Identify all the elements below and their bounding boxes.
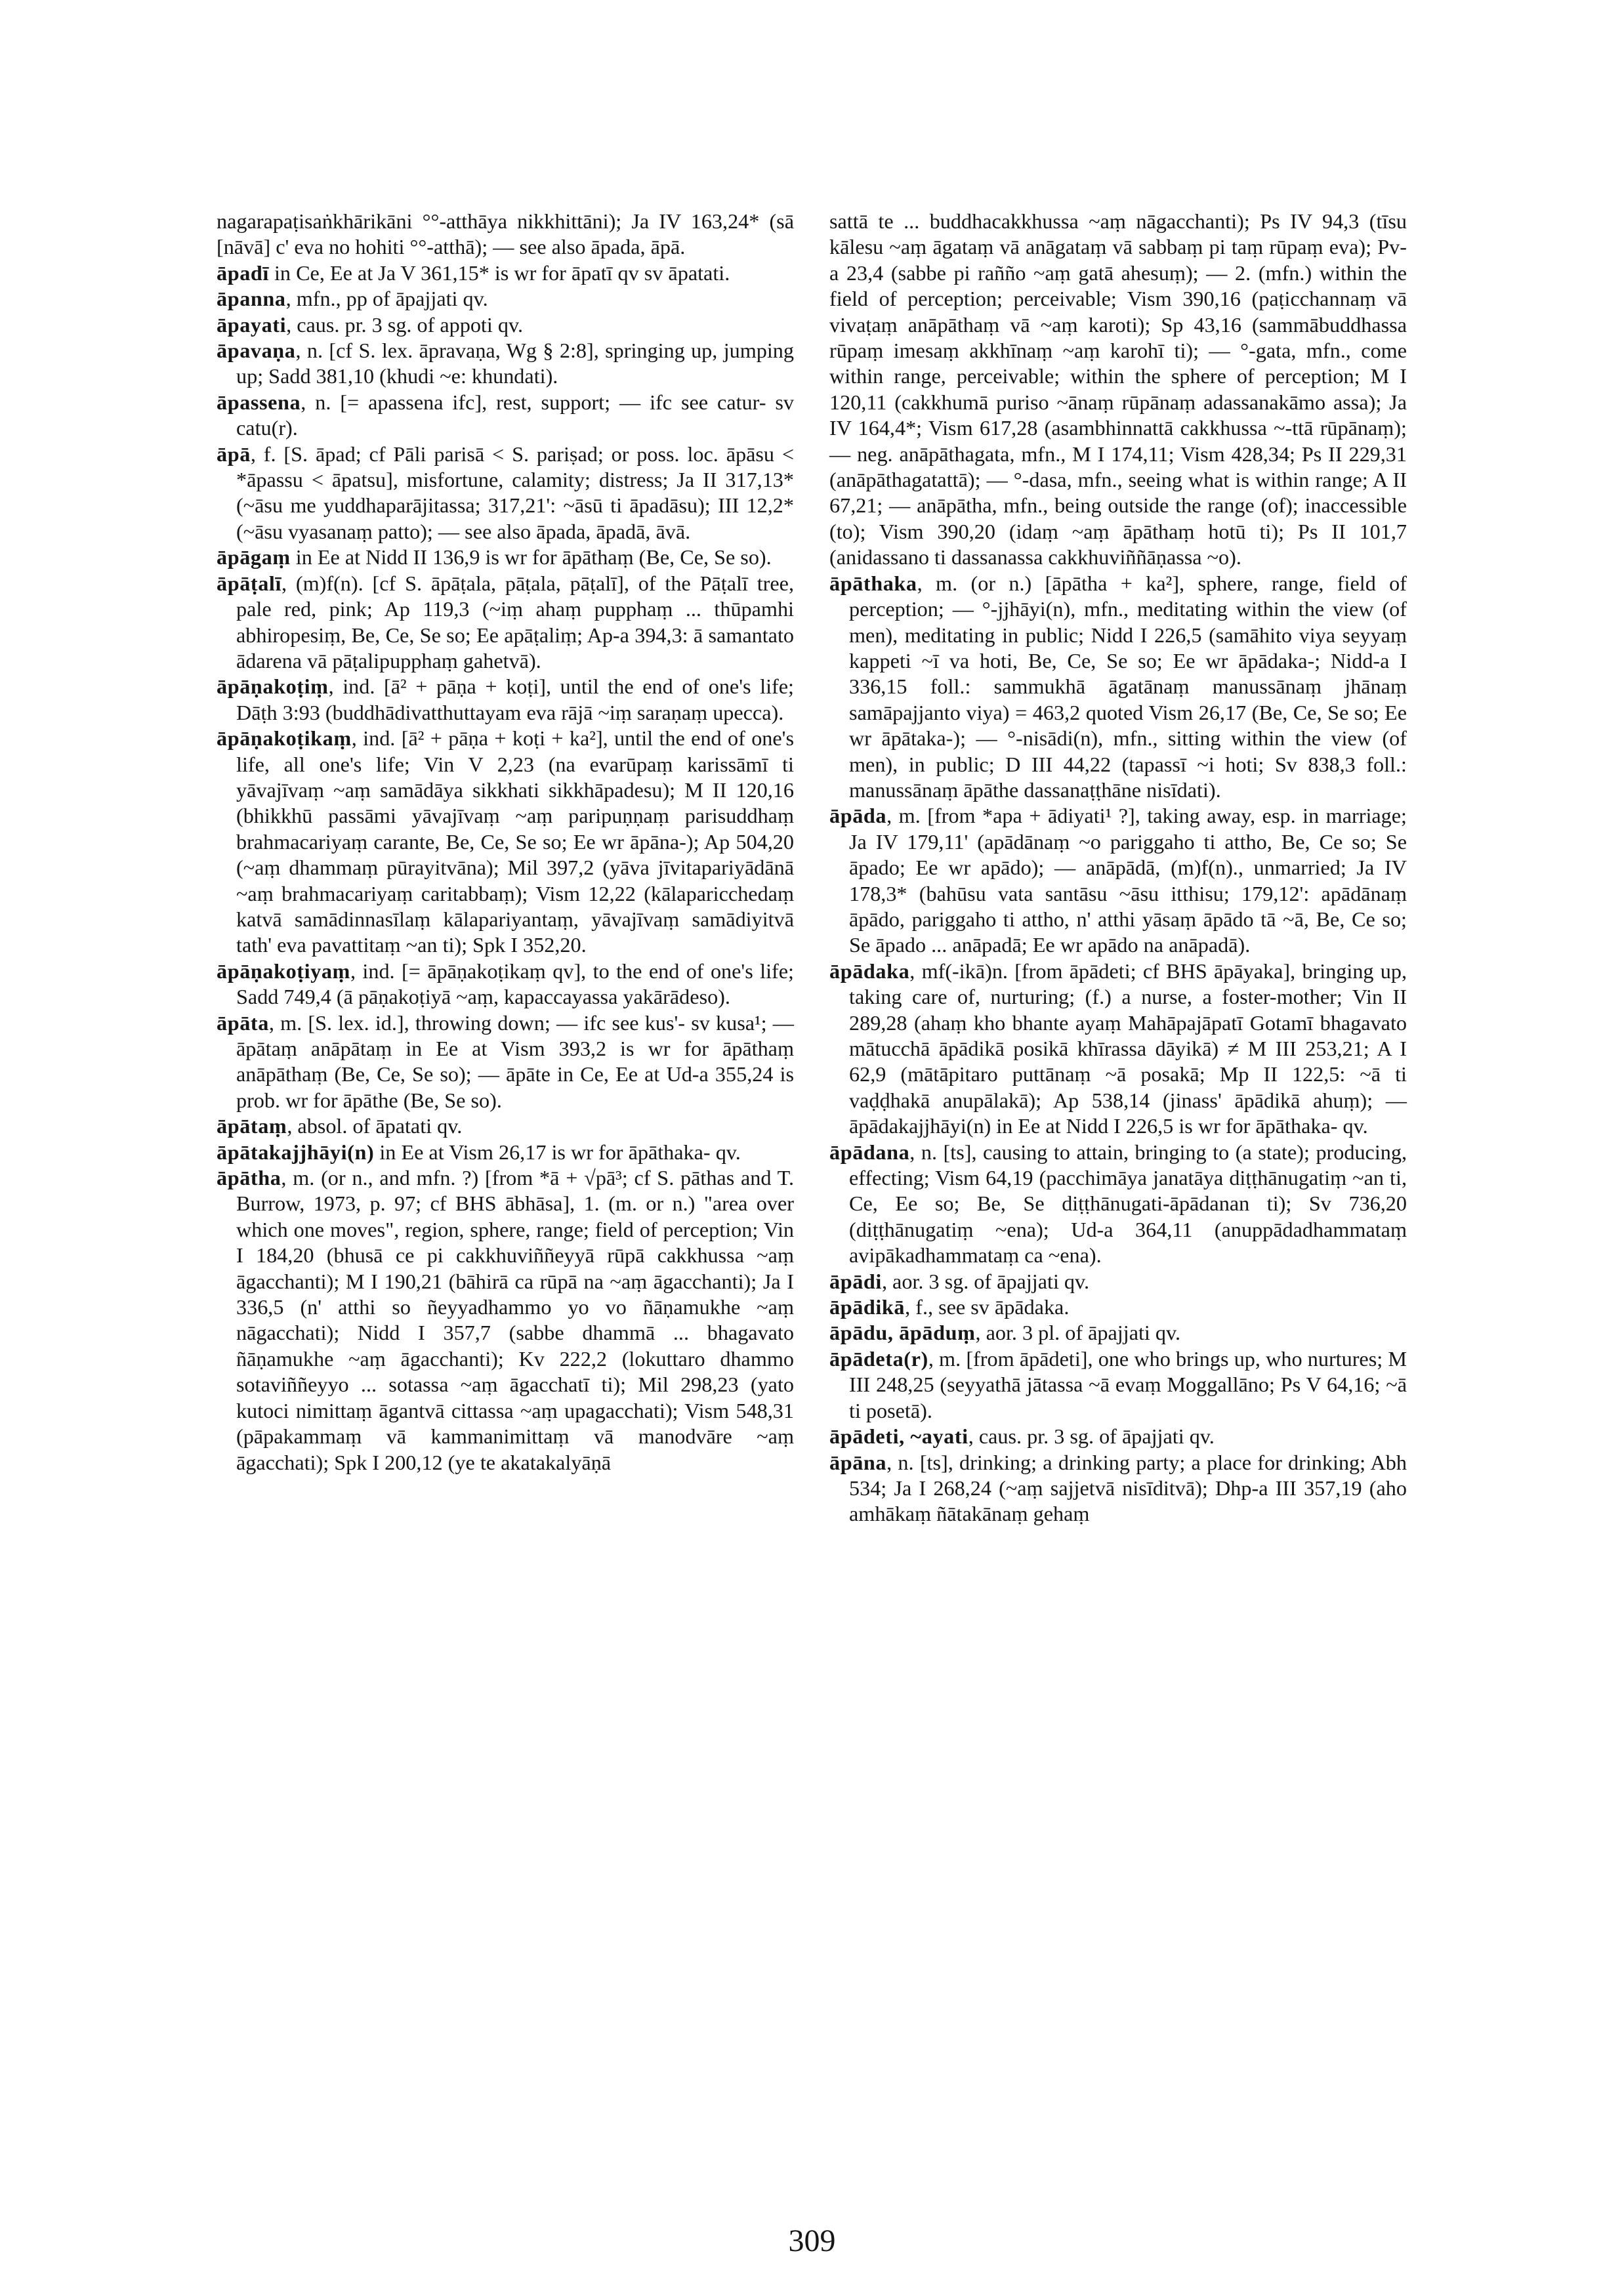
entry-text: , absol. of āpatati qv. [287, 1114, 463, 1138]
dictionary-entry [829, 1346, 1407, 1424]
entry-text: , m. [S. lex. id.], throwing down; — ifc see kus'- sv kusa¹; — āpātaṃ anāpātaṃ in Ee at Vism 393,2 is wr for āpāthaṃ anāpāthaṃ (Be, Ce, Se so); — āpāte in Ce, Ee at Ud-a 355,24 is prob. wr for āpāthe (Be, Se so). [236, 1010, 794, 1112]
headword: āpāna [829, 1450, 887, 1474]
entry-text: , n. [cf S. lex. āpravaṇa, Wg § 2:8], springing up, jumping up; Sadd 381,10 (khudi ~e: khundati). [236, 339, 794, 388]
headword: āpātaṃ [217, 1114, 287, 1138]
entry-continuation [829, 209, 1407, 571]
entry-text: sattā te ... buddhacakkhussa ~aṃ nāgacchanti); Ps IV 94,3 (tīsu kālesu ~aṃ āgataṃ vā anāgataṃ vā sabbaṃ pi taṃ rūpaṃ eva); Pv-a 23,4 (sabbe pi rañño ~aṃ gatā ahesuṃ); — 2. (mfn.) within the field of perception; perceivable; Vism 390,16 (paṭicchannaṃ vā vivaṭaṃ anāpāthaṃ vā ~aṃ karoti); Sp 43,16 (sammābuddhassa rūpaṃ imesaṃ akkhīnaṃ ~aṃ karohī ti); — °-gata, mfn., come within range, perceivable; within the sphere of perception; M I 120,11 (cakkhumā puriso ~ānaṃ rūpānaṃ adassanakāmo assa); Ja IV 164,4*; Vism 617,28 (asambhinnattā cakkhussa ~-ttā rūpānaṃ); — neg. anāpāthagata, mfn., M I 174,11; Vism 428,34; Ps II 229,31 (anāpāthagatattā); — °-dasa, mfn., seeing what is within range; A II 67,21; — anāpātha, mfn., being outside the range (of); inaccessible (to); Vism 390,20 (idaṃ ~aṃ āpāthaṃ hotū ti); Ps II 101,7 (anidassano ti dassanassa cakkhuviññāṇassa ~o). [829, 209, 1407, 569]
headword: āpādeti, ~ayati [829, 1424, 968, 1449]
entry-text: , n. [= apassena ifc], rest, support; — ifc see catur- sv catu(r). [236, 390, 794, 440]
headword: āpassena [217, 390, 301, 414]
entry-text: , aor. 3 sg. of āpajjati qv. [881, 1269, 1090, 1293]
dictionary-entry [217, 571, 794, 674]
headword: āpāṇakoṭiyaṃ [217, 959, 350, 983]
headword: āpā [217, 442, 251, 466]
headword: āpāṭalī [217, 571, 281, 595]
headword: āpātha [217, 1166, 281, 1190]
dictionary-entry [829, 1450, 1407, 1527]
dictionary-entry [217, 1113, 794, 1139]
headword: āpādaka [829, 959, 910, 983]
headword: āpāta [217, 1010, 269, 1035]
entry-text: , ind. [= āpāṇakoṭikaṃ qv], to the end of one's life; Sadd 749,4 (ā pāṇakoṭiyā ~aṃ, kapaccayassa yakārādeso). [236, 959, 794, 1009]
entry-text: , (m)f(n). [cf S. āpāṭala, pāṭala, pāṭalī], of the Pāṭalī tree, pale red, pink; Ap 119,3 (~iṃ ahaṃ pupphaṃ ... thūpamhi abhiropesiṃ, Be, Ce, Se so; Ee apāṭaliṃ; Ap-a 394,3: ā samantato ādarena vā pāṭalipupphaṃ gahetvā). [236, 571, 794, 672]
dictionary-entry [217, 312, 794, 338]
headword: āpādikā [829, 1295, 906, 1319]
dictionary-entry [217, 726, 794, 959]
dictionary-entry [829, 571, 1407, 804]
dictionary-entry [217, 260, 794, 286]
entry-text: , ind. [ā² + pāṇa + koṭi], until the end of one's life; Dāṭh 3:93 (buddhādivatthuttayam eva rājā ~iṃ saraṇaṃ upecca). [236, 674, 794, 724]
dictionary-entry [217, 1165, 794, 1476]
entry-text: , ind. [ā² + pāṇa + koṭi + ka²], until the end of one's life, all one's life; Vin V 2,23 (na evarūpaṃ karissāmī ti yāvajīvaṃ ~aṃ samādāya sikkhati sikkhāpadesu); M II 120,16 (bhikkhū passāmi yāvajīvaṃ ~aṃ paripuṇṇaṃ parisuddhaṃ brahmacariyaṃ carante, Be, Ce, Se so; Ee wr āpāna-); Ap 504,20 (~aṃ dhammaṃ pūrayitvāna); Mil 397,2 (yāva jīvitapariyādānā ~aṃ brahmacariyaṃ caritabbaṃ); Vism 12,22 (kālaparicchedaṃ katvā samādinnasīlaṃ kālapariyantaṃ, yāvajīvaṃ samādiyitvā tath' eva pavattitaṃ ~an ti); Spk I 352,20. [236, 726, 794, 957]
dictionary-entry [829, 959, 1407, 1140]
headword: āpādeta(r) [829, 1346, 928, 1371]
headword: āpāthaka [829, 571, 917, 595]
entry-text: , caus. pr. 3 sg. of āpajjati qv. [968, 1424, 1215, 1449]
entry-text: in Ee at Nidd II 136,9 is wr for āpāthaṃ (Be, Ce, Se so). [290, 545, 772, 569]
dictionary-entry [217, 1010, 794, 1114]
dictionary-entry [217, 442, 794, 545]
dictionary-entry [217, 959, 794, 1010]
entry-text: , f., see sv āpādaka. [905, 1295, 1070, 1319]
entry-text: , m. [from āpādeti], one who brings up, who nurtures; M III 248,25 (seyyathā jātassa ~ā evaṃ Moggallāno; Ps V 64,16; ~ā ti posetā). [849, 1346, 1407, 1422]
dictionary-entry [829, 1140, 1407, 1269]
left-column [217, 209, 794, 1476]
entry-text: , m. (or n.) [āpātha + ka²], sphere, range, field of perception; — °-jjhāyi(n), mfn., meditating within the view (of men), meditating in public; Nidd I 226,5 (samāhito viya seyyaṃ kappeti ~ī va hoti, Be, Ce, Se so; Ee wr āpādaka-; Nidd-a I 336,15 foll.: sammukhā āgatānaṃ manussānaṃ jhānaṃ samāpajjanto viya) = 463,2 quoted Vism 26,17 (Be, Ce, Se so; Ee wr āpātaka-); — °-nisādi(n), mfn., sitting within the view (of men), in public; D III 44,22 (tapassī ~i hoti; Sv 838,3 foll.: manussānaṃ āpāthe dassanaṭṭhāne nisīdati). [849, 571, 1407, 802]
dictionary-entry [217, 390, 794, 442]
headword: āpādi [829, 1269, 882, 1293]
right-column [829, 209, 1407, 1527]
entry-text: , m. [from *apa + ādiyati¹ ?], taking away, esp. in marriage; Ja IV 179,11' (apādānaṃ ~o pariggaho ti attho, Be, Ce so; Se āpado; Ee wr apādo); — anāpādā, (m)f(n)., unmarried; Ja IV 178,3* (bahūsu vata santāsu ~āsu itthisu; 179,12': apādānaṃ āpādo, pariggaho ti attho, n' atthi yāsaṃ āpādo tā ~ā, Be, Ce so; Se āpado ... anāpadā; Ee wr apādo na anāpadā). [849, 804, 1407, 957]
headword: āpāṇakoṭikaṃ [217, 726, 352, 751]
headword: āpavaṇa [217, 339, 296, 363]
headword: āpādu, āpāduṃ [829, 1321, 976, 1345]
dictionary-entry [217, 1140, 794, 1165]
headword: āpādana [829, 1140, 910, 1164]
entry-text: , f. [S. āpad; cf Pāli parisā < S. pariṣad; or poss. loc. āpāsu < *āpassu < āpatsu], misfortune, calamity; distress; Ja II 317,13* (~āsu me yuddhaparājitassa; 317,21': ~āsū ti āpadāsu); III 12,2* (~āsu vyasanaṃ patto); — see also āpada, āpadā, āvā. [236, 442, 794, 543]
entry-text: , caus. pr. 3 sg. of appoti qv. [286, 312, 524, 337]
entry-text: , mf(-ikā)n. [from āpādeti; cf BHS āpāyaka], bringing up, taking care of, nurturing; (f.) a nurse, a foster-mother; Vin II 289,28 (ahaṃ kho bhante ayaṃ Mahāpajāpatī Gotamī bhagavato mātucchā āpādikā posikā khīrassa dāyikā) ≠ M III 253,21; A I 62,9 (mātāpitaro puttānaṃ ~ā posakā; Mp II 122,5: ~ā ti vaḍḍhakā anupālakā); Ap 538,14 (jinass' āpādikā ahuṃ); — āpādakajjhāyi(n) in Ee at Nidd I 226,5 is wr for āpāthaka- qv. [849, 959, 1407, 1138]
entry-text: , m. (or n., and mfn. ?) [from *ā + √pā³; cf S. pāthas and T. Burrow, 1973, p. 97; cf BHS ābhāsa], 1. (m. or n.) "area over which one moves", region, sphere, range; field of perception; Vin I 184,20 (bhusā ce pi cakkhuviññeyyā rūpā cakkhussa ~aṃ āgacchanti); M I 190,21 (bāhirā ca rūpā na ~aṃ āgacchanti); Ja I 336,5 (n' atthi so ñeyyadhammo yo vo ñāṇamukhe ~aṃ nāgacchati); Nidd I 357,7 (sabbe dhammā ... bhagavato ñāṇamukhe ~aṃ āgacchanti); Kv 222,2 (lokuttaro dhammo sotaviññeyyo ... sotassa ~aṃ āgacchatī ti); Mil 298,23 (yato kutoci nimittaṃ āgantvā cittassa ~aṃ upagacchati); Vism 548,31 (pāpakammaṃ vā kammanimittaṃ vā manodvāre ~aṃ āgacchati); Spk I 200,12 (ye te akatakalyāṇā [236, 1166, 794, 1474]
dictionary-entry [829, 1320, 1407, 1346]
entry-text: in Ce, Ee at Ja V 361,15* is wr for āpatī qv sv āpatati. [268, 260, 730, 285]
dictionary-entry [217, 286, 794, 312]
headword: āpāda [829, 804, 887, 828]
entry-text: nagarapaṭisaṅkhārikāni °°-atthāya nikkhittāni); Ja IV 163,24* (sā [nāvā] c' eva no hohiti °°-atthā); — see also āpada, āpā. [217, 209, 794, 259]
dictionary-entry [829, 1294, 1407, 1320]
dictionary-entry [217, 545, 794, 570]
headword: āpanna [217, 287, 286, 311]
headword: āpadī [217, 260, 269, 285]
dictionary-entry [829, 1424, 1407, 1449]
entry-text: , mfn., pp of āpajjati qv. [285, 287, 488, 311]
headword: āpātakajjhāyi(n) [217, 1140, 375, 1164]
headword: āpāgaṃ [217, 545, 291, 569]
entry-text: , n. [ts], drinking; a drinking party; a place for drinking; Abh 534; Ja I 268,24 (~aṃ sajjetvā nisīditvā); Dhp-a III 357,19 (aho amhākaṃ ñātakānaṃ gehaṃ [849, 1450, 1407, 1526]
dictionary-entry [829, 1269, 1407, 1294]
headword: āpāṇakoṭiṃ [217, 674, 329, 699]
dictionary-entry [217, 338, 794, 390]
entry-text: in Ee at Vism 26,17 is wr for āpāthaka- qv. [374, 1140, 741, 1164]
headword: āpayati [217, 312, 287, 337]
dictionary-entry [829, 803, 1407, 958]
entry-text: , n. [ts], causing to attain, bringing to (a state); producing, effecting; Vism 64,19 (pacchimāya janatāya diṭṭhānugatiṃ ~an ti, Ce, Ee so; Be, Se diṭṭhānugati-āpādanan ti); Sv 736,20 (diṭṭhānugatiṃ ~ena); Ud-a 364,11 (anuppādadhammataṃ avipākadhammataṃ ca ~ena). [849, 1140, 1407, 1268]
entry-text: , aor. 3 pl. of āpajjati qv. [975, 1321, 1181, 1345]
page-number: 309 [788, 2223, 836, 2258]
dictionary-entry [217, 674, 794, 726]
entry-continuation [217, 209, 794, 260]
